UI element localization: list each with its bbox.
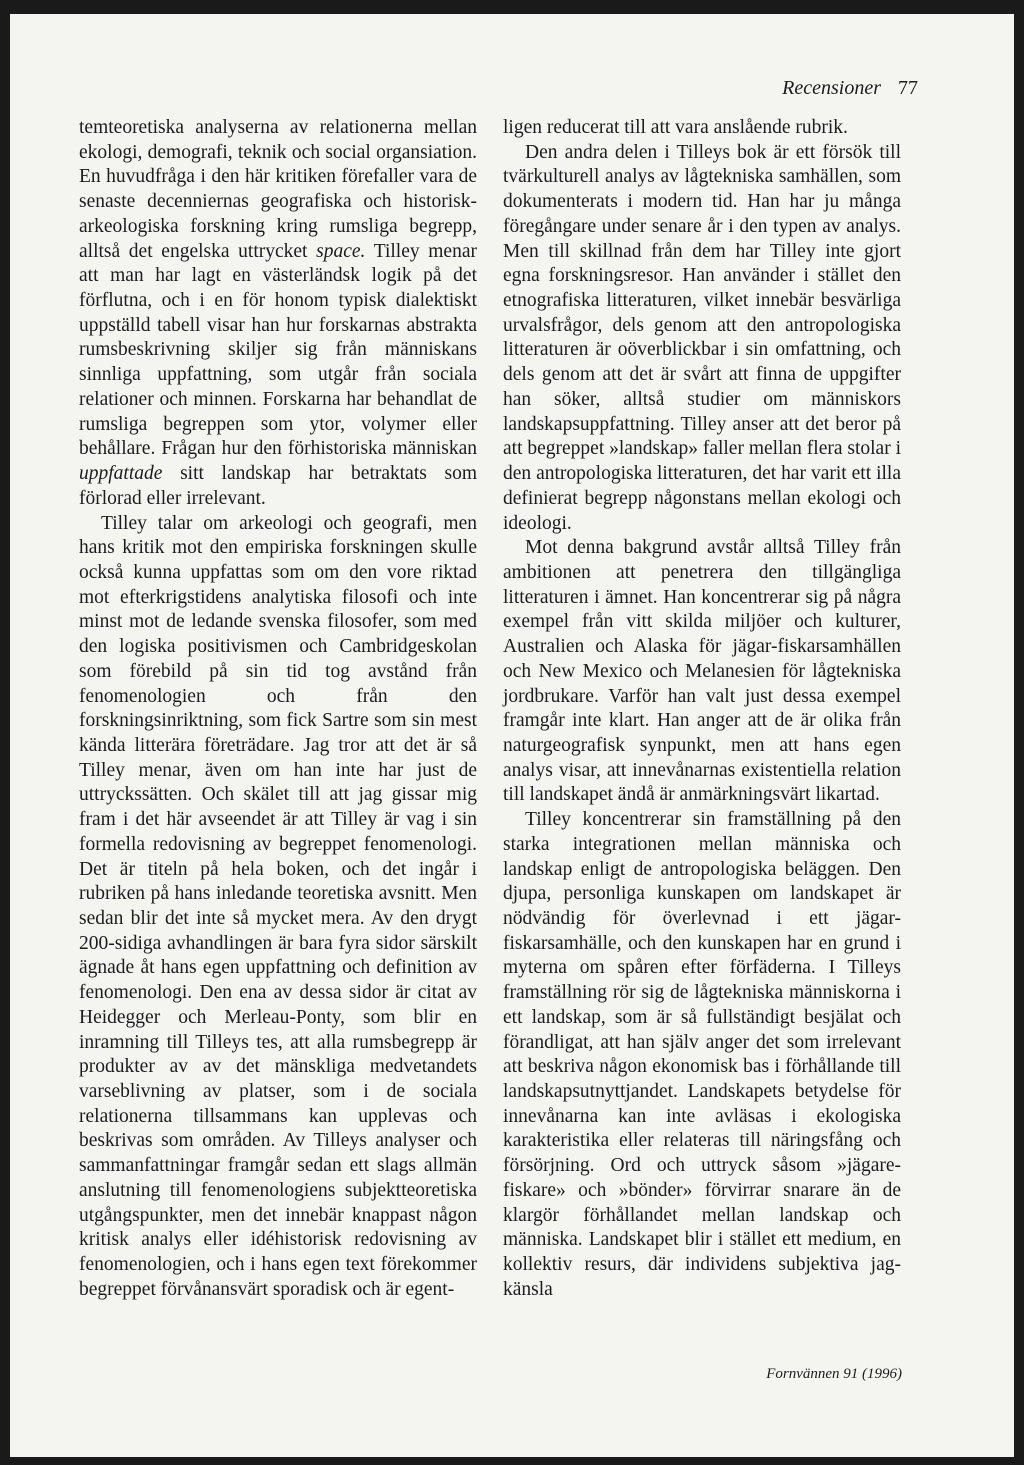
paragraph: Mot denna bakgrund avstår alltså Tilley från ambitionen att penetrera den tillgängliga litteraturen i ämnet. Han koncentrerar sig på några exempel från vitt skilda miljöer och kulturer, Australien och Alaska för jägar-fiskarsamhällen och New Mexico och Melanesien för lågtekniska jordbrukare. Varför han valt just dessa exempel framgår inte klart. Han anger att de är olika från naturgeografisk synpunkt, men att hans egen analys visar, att innevånarnas existentiella relation till landskapet ändå är anmärkningsvärt likartad.: [503, 537, 901, 806]
paragraph: Tilley talar om arkeologi och geografi, men hans kritik mot den empiriska forskningen skulle också kunna uppfattas som om den vore riktad mot efterkrigstidens analytiska filosofi och inte minst mot de ledande svenska filosofer, som med den logiska positivismen och Cambridgeskolan som förebild på sin tid tog avstånd från fenomenologien och från den forskningsinriktning, som fick Sartre som sin mest kända litterära företrädare. Jag tror att det är så Tilley menar, även om han inte har just de uttryckssätten. Och skälet till att jag gissar mig fram i det här avseendet är att Tilley är vag i sin formella redovisning av begreppet fenomenologi. Det är titeln på hela boken, och det ingår i rubriken på hans inledande teoretiska avsnitt. Men sedan blir det inte så mycket mera. Av den drygt 200-sidiga avhandlingen är bara fyra sidor särskilt ägnade åt hans egen uppfattning och definition av fenomenologi. Den ena av dessa sidor är citat av Heidegger och Merleau-Ponty, som blir en inramning till Tilleys tes, att alla rumsbegrepp är produkter av av det mänskliga medvetandets varseblivning av platser, som i de sociala relationerna tillsammans kan upplevas och beskrivas som områden. Av Tilleys analyser och sammanfattningar framgår sedan ett slags allmän anslutning till fenomenologiens subjektteoretiska utgångspunkter, men det innebär knappast någon kritisk analys eller idéhistorisk redovisning av fenomenologien, och i hans egen text förekommer begreppet förvånansvärt sporadisk och är egent-: [79, 512, 477, 1300]
italic-term: uppfattade: [79, 463, 163, 485]
page-number: 77: [898, 77, 918, 99]
text-run: sitt landskap har betraktats som förlorad eller irrelevant.: [79, 463, 477, 509]
journal-citation: Fornvännen 91 (1996): [766, 1366, 902, 1382]
paragraph: [79, 116, 477, 512]
running-head: [782, 76, 918, 100]
text-run: Tilley menar att man har lagt en västerländsk logik på det förflutna, och i en för honom typisk dialektiskt uppställd tabell visar han hur forskarnas abstrakta rumsbeskrivning skiljer sig från människans sinnliga uppfattning, som utgår från sociala relationer och minnen. Forskarna har behandlat de rumsliga begreppen som ytor, volymer eller behållare. Frågan hur den förhistoriska människan: [79, 240, 477, 460]
italic-term: space.: [316, 240, 366, 262]
left-text-column: [79, 116, 477, 1303]
paragraph: ligen reducerat till att vara anslående rubrik.: [503, 117, 848, 138]
paragraph: Den andra delen i Tilleys bok är ett försök till tvärkulturell analys av lågtekniska samhällen, som dokumenterats i modern tid. Han har ju många föregångare under senare år i den typen av analys. Men till skillnad från dem har Tilley inte gjort egna forskningsresor. Han använder i stället den etnografiska litteraturen, vilket innebär besvärliga urvalsfrågor, dels genom att den antropologiska litteraturen är oöverblickbar i sin omfattning, och dels genom att det är svårt att finna de uppgifter han söker, alltså studier om människors landskapsuppfattning. Tilley anser att det beror på att begreppet »landskap» faller mellan flera stolar i den antropologiska litteraturen, det har varit ett illa definierat begrepp någonstans mellan ekologi och ideologi.: [503, 141, 901, 534]
section-title: Recensioner: [782, 77, 881, 99]
journal-page: [10, 14, 1014, 1457]
text-run: temteoretiska analyserna av relationerna mellan ekologi, demografi, teknik och social organsiation. En huvudfråga i den här kritiken förefaller vara de senaste decenniernas geografiska och historisk-arkeologiska forskning kring rumsliga begrepp, alltså det engelska uttrycket: [79, 117, 477, 262]
right-text-column: [503, 116, 901, 1303]
paragraph: Tilley koncentrerar sin framställning på den starka integrationen mellan människa och landskap enligt de antropologiska beläggen. Den djupa, personliga kunskapen om landskapet är nödvändig för överlevnad i ett jägar-fiskarsamhälle, och den kunskapen har en grund i myterna om spåren efter förfäderna. I Tilleys framställning rör sig de lågtekniska människorna i ett landskap, som är så fullständigt besjälat och förandligat, att han själv anger det som irrelevant att beskriva någon ekonomisk bas i förhållande till landskapsutnyttjandet. Landskapets betydelse för innevånarna kan inte avläsas i ekologiska karakteristika eller relateras till näringsfång och försörjning. Ord och uttryck såsom »jägare-fiskare» och »bönder» förvirrar snarare än de klargör förhållandet mellan landskap och människa. Landskapet blir i stället ett medium, en kollektiv resurs, där individens subjektiva jag-känsla: [503, 809, 901, 1300]
